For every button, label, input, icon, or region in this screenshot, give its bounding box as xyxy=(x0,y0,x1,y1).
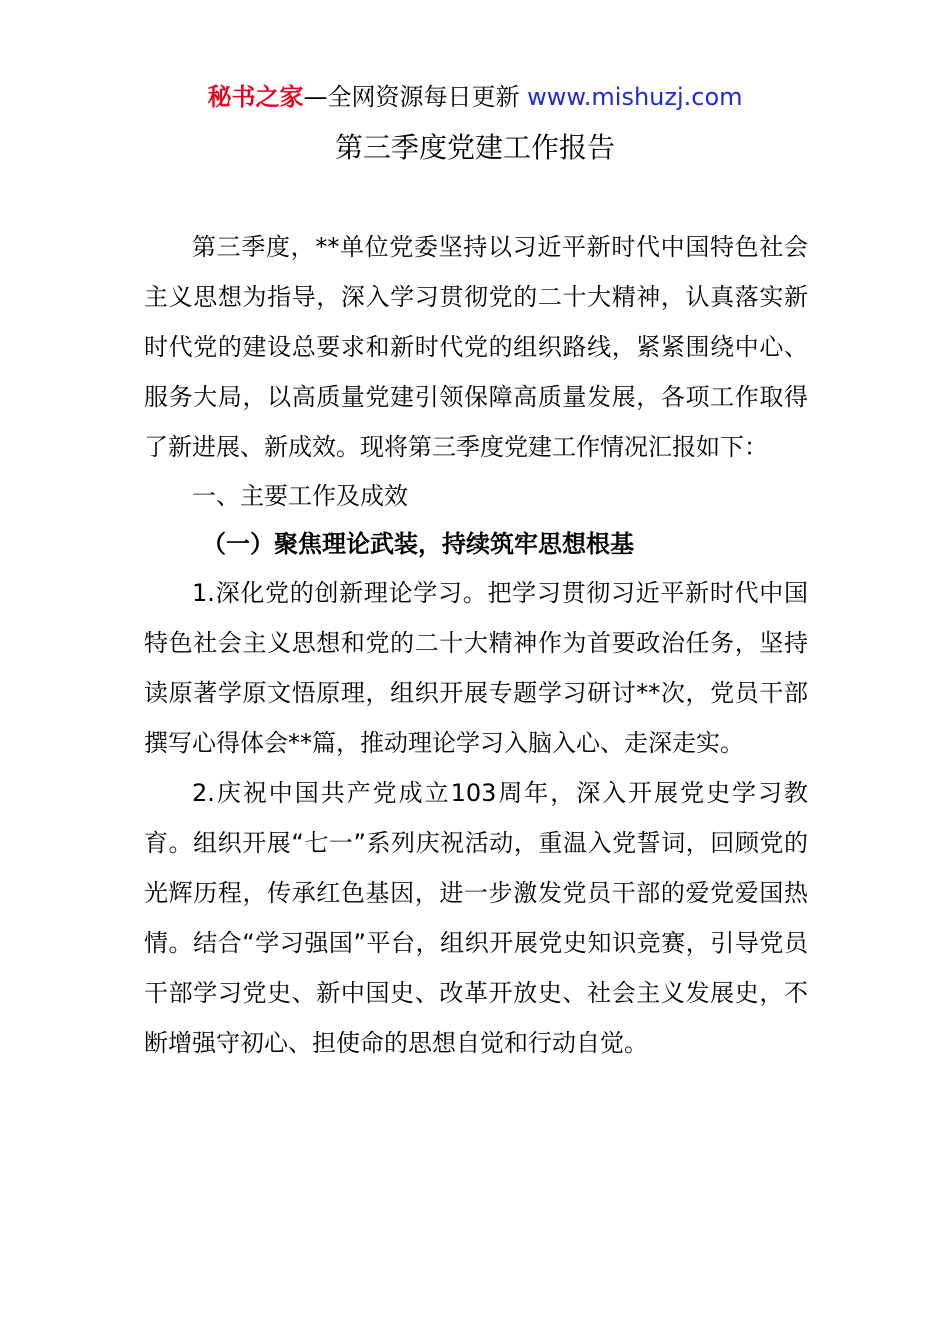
body-paragraph: 1.深化党的创新理论学习。把学习贯彻习近平新时代中国特色社会主义思想和党的二十大精神作为首要政治任务，坚持读原著学原文悟原理，组织开展专题学习研讨**次，党员干部撰写心得体会**篇，推动理论学习入脑入心、走深走实。 xyxy=(144,579,808,757)
body-paragraph: 2.庆祝中国共产党成立103周年，深入开展党史学习教育。组织开展“七一”系列庆祝活动，重温入党誓词，回顾党的光辉历程，传承红色基因，进一步激发党员干部的爱党爱国热情。结合“学习强国”平台，组织开展党史知识竞赛，引导党员干部学习党史、新中国史、改革开放史、社会主义发展史，不断增强守初心、担使命的思想自觉和行动自觉。 xyxy=(144,779,808,1057)
site-banner xyxy=(0,80,950,114)
site-tagline: —全网资源每日更新 xyxy=(303,83,520,111)
subsection-heading: （一）聚焦理论武装，持续筑牢思想根基 xyxy=(202,530,634,558)
section-heading: 一、主要工作及成效 xyxy=(192,482,408,510)
intro-paragraph: 第三季度，**单位党委坚持以习近平新时代中国特色社会主义思想为指导，深入学习贯彻党的二十大精神，认真落实新时代党的建设总要求和新时代党的组织路线，紧紧围绕中心、服务大局，以高质量党建引领保障高质量发展，各项工作取得了新进展、新成效。现将第三季度党建工作情况汇报如下： xyxy=(144,233,808,461)
document-body xyxy=(144,222,808,1068)
site-url-link[interactable]: www.mishuzj.com xyxy=(527,83,743,111)
document-title: 第三季度党建工作报告 xyxy=(334,131,615,164)
site-brand: 秘书之家 xyxy=(207,83,304,111)
